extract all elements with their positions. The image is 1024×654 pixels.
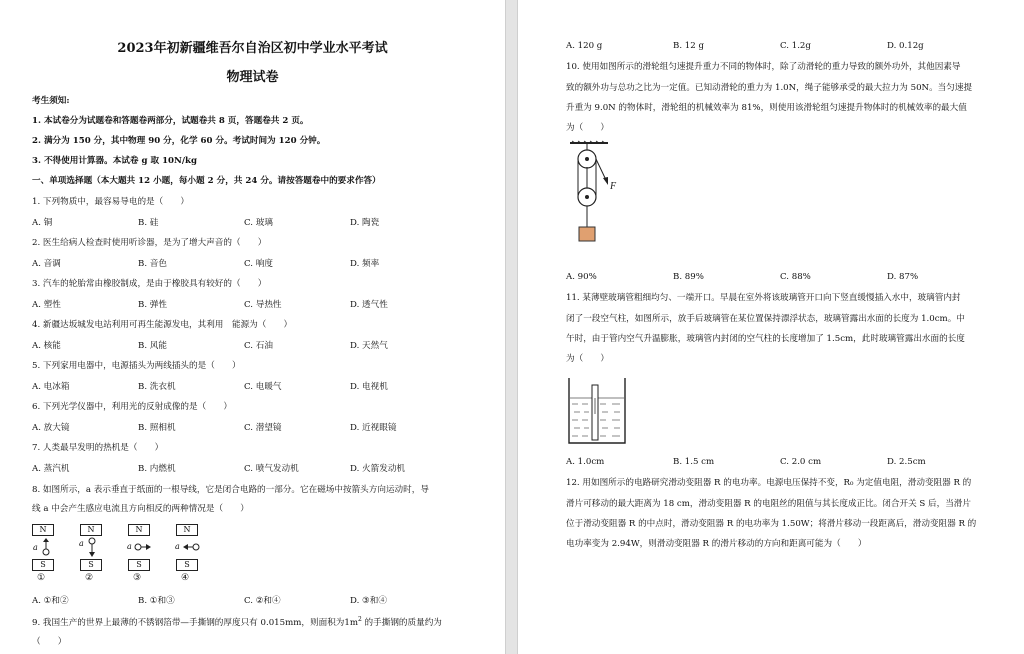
q9-option-a: A. 120 g (566, 41, 603, 51)
q1-option-b: B. 硅 (138, 218, 159, 228)
q3-stem: 3. 汽车的轮胎常由橡胶制成，是由于橡胶具有较好的（ ） (32, 279, 267, 289)
exam-subtitle: 物理试卷 (226, 70, 279, 85)
notice-1: 1. 本试卷分为试题卷和答题卷两部分，试题卷共 8 页，答题卷共 2 页。 (32, 116, 309, 126)
wire-label: a (79, 539, 84, 548)
pulley-system-figure (566, 140, 626, 245)
magnet-s-pole: S (128, 559, 150, 571)
wire-label: a (175, 542, 180, 551)
q4-stem: 4. 新疆达坂城发电站利用可再生能源发电，其利用 能源为（ ） (32, 320, 293, 330)
q7-option-a: A. 蒸汽机 (32, 464, 70, 474)
notice-3: 3. 不得使用计算器。本试卷 g 取 10N/kg (32, 156, 197, 166)
q1-option-a: A. 铜 (32, 218, 53, 228)
q10-option-b: B. 89% (673, 272, 704, 282)
q3-option-a: A. 塑性 (32, 300, 61, 310)
q9-option-c: C. 1.2g (780, 41, 811, 51)
magnet-n-pole: N (80, 524, 102, 536)
q4-option-d: D. 天然气 (350, 341, 388, 351)
q9-stem-line-2: （ ） (32, 637, 67, 647)
page-divider (505, 0, 518, 654)
q11-option-d: D. 2.5cm (887, 457, 926, 467)
q11-stem-line-2: 闭了一段空气柱，如图所示，放手后玻璃管在某位置保持漂浮状态，玻璃管露出水面的长度为 1.0cm。中 (566, 314, 965, 324)
q3-option-d: D. 透气性 (350, 300, 388, 310)
exam-title: 2023年初新疆维吾尔自治区初中学业水平考试 (117, 41, 388, 56)
q4-option-b: B. 风能 (138, 341, 167, 351)
q11-option-c: C. 2.0 cm (780, 457, 822, 467)
case-label: ③ (133, 573, 142, 583)
q1-option-c: C. 玻璃 (244, 218, 273, 228)
q11-stem-line-4: 为（ ） (566, 354, 609, 364)
wire-down-arrow-icon (86, 536, 98, 558)
q11-stem-line-1: 11. 某薄壁玻璃管粗细均匀、一端开口。早晨在室外将该玻璃管开口向下竖直缓慢插入水中，玻璃管内封 (566, 293, 961, 303)
q10-option-a: A. 90% (566, 272, 597, 282)
q5-option-d: D. 电视机 (350, 382, 388, 392)
notice-header: 考生须知: (32, 96, 70, 106)
q7-option-c: C. 喷气发动机 (244, 464, 299, 474)
magnet-n-pole: N (176, 524, 198, 536)
q10-option-c: C. 88% (780, 272, 811, 282)
q1-stem: 1. 下列物质中，最容易导电的是（ ） (32, 197, 190, 207)
q12-stem-line-1: 12. 用如图所示的电路研究滑动变阻器 R 的电功率。电源电压保持不变，R₀ 为定值电阻，滑动变阻器 R 的 (566, 478, 972, 488)
q12-stem-line-2: 滑片可移动的最大距离为 18 cm，滑动变阻器 R 的电阻丝的阻值与其长度成正比。闭合开关 S 后，当滑片 (566, 499, 971, 509)
left-page (0, 0, 505, 654)
case-label: ① (37, 573, 46, 583)
q9-stem-part-a: 9. 我国生产的世界上最薄的不锈钢箔带—手撕钢的厚度只有 0.015mm，则面积为1m (32, 617, 358, 628)
q8-option-a: A. ①和② (32, 596, 69, 606)
notice-2: 2. 满分为 150 分，其中物理 90 分，化学 60 分。考试时间为 120 分钟。 (32, 136, 326, 146)
q8-stem-line-1: 8. 如图所示，a 表示垂直于纸面的一根导线，它是闭合电路的一部分。它在磁场中按箭头方向运动时，导 (32, 485, 429, 495)
magnet-s-pole: S (176, 559, 198, 571)
q10-stem-line-4: 为（ ） (566, 123, 609, 133)
q11-option-b: B. 1.5 cm (673, 457, 715, 467)
q5-option-c: C. 电暖气 (244, 382, 282, 392)
q2-option-c: C. 响度 (244, 259, 273, 269)
q9-stem-line-1 (32, 614, 442, 629)
q5-option-b: B. 洗衣机 (138, 382, 176, 392)
q9-option-b: B. 12 g (673, 41, 704, 51)
right-page (518, 0, 1024, 654)
q8-option-b: B. ①和③ (138, 596, 175, 606)
q2-stem: 2. 医生给病人检查时使用听诊器，是为了增大声音的（ ） (32, 238, 267, 248)
case-label: ② (85, 573, 94, 583)
wire-up-arrow-icon (40, 538, 52, 558)
q12-stem-line-3: 位于滑动变阻器 R 的中点时，滑动变阻器 R 的电功率为 1.50W；将滑片移动一段距离后，滑动变阻器 R 的 (566, 519, 977, 529)
magnet-n-pole: N (32, 524, 54, 536)
magnet-s-pole: S (32, 559, 54, 571)
q10-stem-line-3: 升重为 9.0N 的物体时，滑轮组的机械效率为 81%，则使用该滑轮组匀速提升物体时的机械效率的最大值 (566, 103, 967, 113)
magnet-s-pole: S (80, 559, 102, 571)
q10-stem-line-2: 致的额外功与总功之比为一定值。已知动滑轮的重力为 1.0N，绳子能够承受的最大拉力为 50N。当匀速提 (566, 83, 973, 93)
wire-label: a (127, 542, 132, 551)
q6-option-b: B. 照相机 (138, 423, 176, 433)
q9-stem-superscript: 2 (358, 616, 362, 623)
section-1-heading: 一、单项选择题（本大题共 12 小题，每小题 2 分，共 24 分。请按答题卷中的要求作答） (32, 176, 381, 186)
q8-option-c: C. ②和④ (244, 596, 281, 606)
wire-right-arrow-icon (134, 541, 152, 553)
q1-option-d: D. 陶瓷 (350, 218, 380, 228)
q5-option-a: A. 电冰箱 (32, 382, 70, 392)
q6-option-c: C. 潜望镜 (244, 423, 282, 433)
q11-stem-line-3: 午时，由于管内空气升温膨胀，玻璃管内封闭的空气柱的长度增加了 1.5cm，此时玻璃管露出水面的长度 (566, 334, 965, 344)
q7-option-d: D. 火箭发动机 (350, 464, 406, 474)
q9-stem-part-b: 的手撕钢的质量约为 (361, 617, 442, 628)
magnet-n-pole: N (128, 524, 150, 536)
wire-left-arrow-icon (182, 541, 200, 553)
q5-stem: 5. 下列家用电器中，电源插头为两线插头的是（ ） (32, 361, 241, 371)
q6-option-a: A. 放大镜 (32, 423, 70, 433)
q6-option-d: D. 近视眼镜 (350, 423, 397, 433)
q3-option-b: B. 弹性 (138, 300, 167, 310)
weight-block (579, 227, 595, 241)
q4-option-a: A. 核能 (32, 341, 61, 351)
force-label: F (610, 181, 617, 192)
q6-stem: 6. 下列光学仪器中，利用光的反射成像的是（ ） (32, 402, 232, 412)
q8-stem-line-2: 线 a 中会产生感应电流且方向相反的两种情况是（ ） (32, 504, 249, 514)
q7-stem: 7. 人类最早发明的热机是（ ） (32, 443, 164, 453)
q8-option-d: D. ③和④ (350, 596, 387, 606)
wire-label: a (33, 543, 38, 552)
q2-option-d: D. 频率 (350, 259, 380, 269)
q4-option-c: C. 石油 (244, 341, 273, 351)
q10-option-d: D. 87% (887, 272, 919, 282)
glass-tube-in-water-figure (566, 374, 628, 446)
q11-option-a: A. 1.0cm (566, 457, 605, 467)
q10-stem-line-1: 10. 使用如图所示的滑轮组匀速提升重力不同的物体时，除了动滑轮的重力导致的额外功外，其他因素导 (566, 62, 961, 72)
q2-option-a: A. 音调 (32, 259, 61, 269)
case-label: ④ (181, 573, 190, 583)
q7-option-b: B. 内燃机 (138, 464, 176, 474)
q2-option-b: B. 音色 (138, 259, 167, 269)
q9-option-d: D. 0.12g (887, 41, 924, 51)
q3-option-c: C. 导热性 (244, 300, 282, 310)
q12-stem-line-4: 电功率变为 2.94W，则滑动变阻器 R 的滑片移动的方向和距离可能为（ ） (566, 539, 867, 549)
